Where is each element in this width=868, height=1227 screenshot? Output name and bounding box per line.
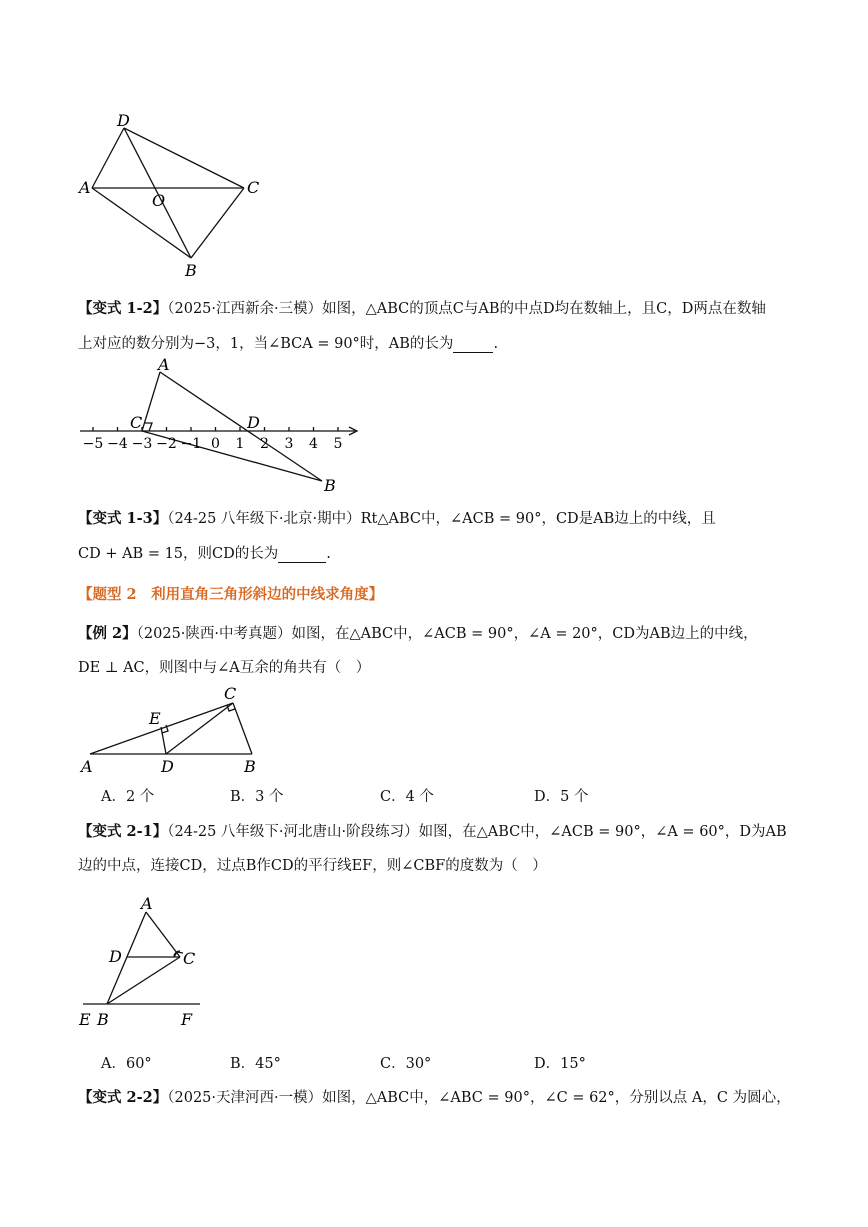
- question-tag: 【变式 2-2】: [78, 1089, 168, 1106]
- label-A: A: [79, 178, 91, 197]
- tick-label: 4: [309, 436, 318, 452]
- question-text: .: [493, 336, 499, 352]
- section-heading: 【题型 2 利用直角三角形斜边的中线求角度】: [78, 586, 384, 603]
- tick-label: −1: [180, 436, 202, 452]
- label-B: B: [324, 476, 336, 495]
- label-C: C: [247, 178, 260, 197]
- tick-label: 0: [211, 436, 220, 452]
- question-text: （2025·陕西·中考真题）如图，在△ABC中，∠ACB = 90°，∠A = 20°，CD为AB边上的中线，: [136, 626, 758, 642]
- label-B: B: [185, 261, 197, 280]
- question-1-3-line2: [78, 542, 331, 563]
- question-text: .: [326, 546, 331, 562]
- option-c[interactable]: C．4 个: [380, 789, 434, 805]
- label-A: A: [158, 355, 170, 374]
- example-2-line1: [78, 622, 758, 643]
- tick-label: −3: [131, 436, 153, 452]
- option-b[interactable]: B．45°: [230, 1056, 281, 1072]
- label-D: D: [109, 947, 122, 966]
- question-tag: 【变式 2-1】: [78, 823, 168, 840]
- option-d[interactable]: D．5 个: [534, 789, 589, 805]
- question-2-1-line1: [78, 820, 787, 841]
- option-c[interactable]: C．30°: [380, 1056, 432, 1072]
- label-C: C: [224, 684, 237, 703]
- tick-label: 2: [260, 436, 269, 452]
- tick-label: 3: [284, 436, 294, 452]
- label-D: D: [117, 111, 130, 130]
- option-b[interactable]: B．3 个: [230, 789, 284, 805]
- question-text: （24-25 八年级下·河北唐山·阶段练习）如图，在△ABC中，∠ACB = 90°，∠A = 60°，D为AB: [167, 824, 787, 840]
- question-1-2-line2: [78, 332, 498, 353]
- option-a[interactable]: A．60°: [101, 1056, 152, 1072]
- question-2-1-line2: 边的中点，连接CD，过点B作CD的平行线EF，则∠CBF的度数为（ ）: [78, 858, 547, 874]
- tick-label: −4: [107, 436, 128, 452]
- question-2-2-line1: [78, 1086, 791, 1107]
- label-B: B: [97, 1010, 109, 1029]
- example-2-line2: DE ⊥ AC，则图中与∠A互余的角共有（ ）: [78, 660, 371, 676]
- question-tag: 【变式 1-3】: [78, 510, 168, 527]
- label-C: C: [130, 413, 143, 432]
- option-d[interactable]: D．15°: [534, 1056, 586, 1072]
- label-C: C: [183, 949, 196, 968]
- label-E: E: [79, 1010, 91, 1029]
- question-text: 上对应的数分别为−3，1，当∠BCA = 90°时，AB的长为: [78, 336, 454, 352]
- tick-label: −2: [156, 436, 177, 452]
- label-F: F: [181, 1010, 193, 1029]
- label-D: D: [247, 413, 260, 432]
- label-O: O: [152, 191, 166, 210]
- tick-label: −5: [82, 436, 104, 452]
- question-text: （2025·天津河西·一模）如图，△ABC中，∠ABC = 90°，∠C = 62°，分别以点 A，C 为圆心，: [167, 1090, 791, 1106]
- tick-label: 5: [333, 436, 343, 452]
- label-E: E: [149, 709, 161, 728]
- question-text: CD + AB = 15，则CD的长为: [78, 546, 279, 562]
- question-tag: 【例 2】: [78, 625, 137, 642]
- tick-label: 1: [235, 436, 245, 452]
- option-a[interactable]: A．2 个: [101, 789, 155, 805]
- question-1-2-line1: [78, 297, 766, 318]
- question-tag: 【变式 1-2】: [78, 300, 168, 317]
- label-B: B: [244, 757, 256, 776]
- answer-blank[interactable]: [453, 336, 493, 353]
- answer-blank[interactable]: [278, 546, 326, 563]
- question-text: （24-25 八年级下·北京·期中）Rt△ABC中，∠ACB = 90°，CD是AB边上的中线，且: [167, 511, 716, 527]
- question-text: （2025·江西新余·三模）如图，△ABC的顶点C与AB的中点D均在数轴上，且C，D两点在数轴: [167, 301, 766, 317]
- label-A: A: [81, 757, 93, 776]
- question-1-3-line1: [78, 507, 716, 528]
- label-D: D: [161, 757, 174, 776]
- label-A: A: [141, 894, 153, 913]
